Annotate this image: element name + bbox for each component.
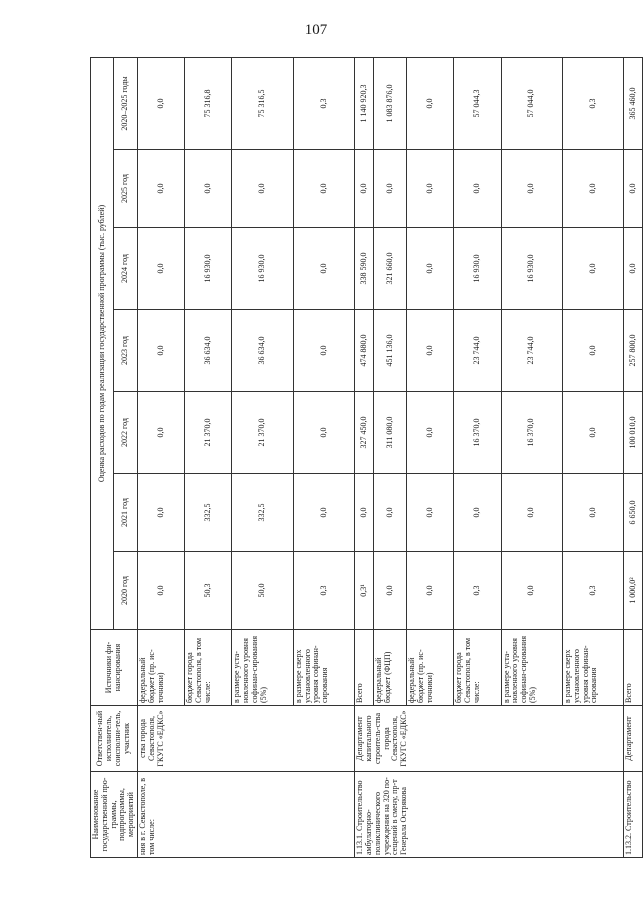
amount-cell: 338 590,0	[355, 228, 374, 310]
amount-cell: 50,0	[232, 552, 293, 630]
table-row	[624, 58, 643, 858]
budget-table-wrapper	[90, 58, 637, 858]
amount-cell: 0,0	[562, 310, 623, 392]
amount-cell: 0,0	[501, 552, 562, 630]
amount-cell: 0,0	[407, 58, 454, 150]
funding-source-cell: в размере уста-новленного уровня софинан-сирования (5%)	[232, 630, 293, 706]
amount-cell: 0,0	[185, 150, 232, 228]
amount-cell: 57 044,3	[454, 58, 501, 150]
amount-cell: 474 880,0	[355, 310, 374, 392]
amount-cell: 23 744,0	[501, 310, 562, 392]
amount-cell: 0,0	[501, 150, 562, 228]
funding-source-cell: Всего	[624, 630, 643, 706]
amount-cell: 1 083 876,0	[374, 58, 407, 150]
amount-cell: 0,0	[137, 552, 184, 630]
amount-cell: 0,0	[454, 474, 501, 552]
amount-cell: 332,5	[232, 474, 293, 552]
funding-source-cell: бюджет города Севастополя, в том числе:	[454, 630, 501, 706]
amount-cell: 365 460,0	[624, 58, 643, 150]
amount-cell: 0,0	[232, 150, 293, 228]
amount-cell: 0,0	[293, 392, 354, 474]
header-year: 2022 год	[114, 392, 138, 474]
header-year: 2023 год	[114, 310, 138, 392]
measure-name-cell: ния в г. Севастополе, в том числе:	[137, 772, 354, 858]
amount-cell: 0,0	[137, 310, 184, 392]
amount-cell: 0,0	[293, 228, 354, 310]
amount-cell: 36 634,0	[185, 310, 232, 392]
header-row-1	[91, 58, 114, 858]
amount-cell: 0,0	[137, 474, 184, 552]
funding-source-cell: в размере уста-новленного уровня софинан-сирования (5%)	[501, 630, 562, 706]
amount-cell: 0,0	[407, 552, 454, 630]
amount-cell: 0,0	[407, 150, 454, 228]
amount-cell: 0,0	[374, 150, 407, 228]
amount-cell: 0,0	[562, 392, 623, 474]
amount-cell: 0,0	[407, 474, 454, 552]
header-year: 2021 год	[114, 474, 138, 552]
amount-cell: 16 930,0	[185, 228, 232, 310]
responsible-cell: Департамент	[624, 706, 643, 772]
amount-cell: 0,0	[407, 228, 454, 310]
table-body	[137, 58, 642, 858]
amount-cell: 57 044,0	[501, 58, 562, 150]
amount-cell: 0,3	[293, 552, 354, 630]
amount-cell: 0,0	[137, 58, 184, 150]
amount-cell: 16 370,0	[454, 392, 501, 474]
amount-cell: 6 650,0	[624, 474, 643, 552]
amount-cell: 100 010,0	[624, 392, 643, 474]
amount-cell: 1 000,0²	[624, 552, 643, 630]
budget-table	[90, 57, 643, 858]
amount-cell: 0,0	[562, 150, 623, 228]
amount-cell: 0,0	[293, 310, 354, 392]
amount-cell: 0,0	[501, 474, 562, 552]
funding-source-cell: федеральный бюджет (пр. ис-точники)	[137, 630, 184, 706]
header-name: Наименование государственной про-граммы, подпрограммы, мероприятий	[91, 772, 138, 858]
responsible-cell: ства города Севастополя, ГКУГС «ЕДКС»	[137, 706, 354, 772]
funding-source-cell: Всего	[355, 630, 374, 706]
amount-cell: 0,0	[562, 474, 623, 552]
responsible-cell: Департамент капитального строитель-ства города Севастополя, ГКУГС «ЕДКС»	[355, 706, 624, 772]
amount-cell: 0,3	[454, 552, 501, 630]
amount-cell: 0,0	[355, 150, 374, 228]
amount-cell: 1 140 920,3	[355, 58, 374, 150]
amount-cell: 0,0	[624, 150, 643, 228]
funding-source-cell: бюджет города Севастополя, в том числе:	[185, 630, 232, 706]
measure-name-cell: 1.13.1. Строительство амбулаторно-поликлинического учреждения на 320 по-сещений в смену, пр-т Генерала Острякова	[355, 772, 624, 858]
amount-cell: 0,3	[562, 552, 623, 630]
measure-name-cell: 1.13.2. Строительство	[624, 772, 643, 858]
amount-cell: 21 370,0	[185, 392, 232, 474]
table-row	[355, 58, 374, 858]
amount-cell: 0,0	[407, 310, 454, 392]
amount-cell: 0,0	[293, 150, 354, 228]
amount-cell: 0,0	[374, 552, 407, 630]
amount-cell: 16 930,0	[232, 228, 293, 310]
amount-cell: 36 634,0	[232, 310, 293, 392]
amount-cell: 0,3	[293, 58, 354, 150]
amount-cell: 327 450,0	[355, 392, 374, 474]
header-year: 2024 год	[114, 228, 138, 310]
amount-cell: 0,0	[137, 150, 184, 228]
amount-cell: 0,0	[137, 228, 184, 310]
funding-source-cell: федеральный бюджет (пр. ис-точники)	[407, 630, 454, 706]
amount-cell: 0,0	[454, 150, 501, 228]
rotated-table-area	[90, 58, 637, 858]
funding-source-cell: в размере сверх установленного уровня софинан-сирования	[293, 630, 354, 706]
amount-cell: 0,3	[562, 58, 623, 150]
amount-cell: 0,0	[137, 392, 184, 474]
amount-cell: 451 136,0	[374, 310, 407, 392]
header-year: 2020–2025 годы	[114, 58, 138, 150]
amount-cell: 257 800,0	[624, 310, 643, 392]
amount-cell: 332,5	[185, 474, 232, 552]
amount-cell: 16 370,0	[501, 392, 562, 474]
header-estimate-group: Оценка расходов по годам реализации государственной программы (тыс. рублей)	[91, 58, 114, 630]
amount-cell: 16 930,0	[454, 228, 501, 310]
amount-cell: 0,0	[293, 474, 354, 552]
amount-cell: 50,3	[185, 552, 232, 630]
header-sources: Источники фи-нансирования	[91, 630, 138, 706]
page-number: 107	[304, 22, 328, 38]
amount-cell: 16 930,0	[501, 228, 562, 310]
amount-cell: 311 080,0	[374, 392, 407, 474]
amount-cell: 0,3¹	[355, 552, 374, 630]
amount-cell: 75 316,5	[232, 58, 293, 150]
amount-cell: 0,0	[374, 474, 407, 552]
funding-source-cell: в размере сверх установленного уровня софинан-сирования	[562, 630, 623, 706]
amount-cell: 0,0	[562, 228, 623, 310]
amount-cell: 0,0	[624, 228, 643, 310]
amount-cell: 75 316,8	[185, 58, 232, 150]
amount-cell: 321 660,0	[374, 228, 407, 310]
header-year: 2025 год	[114, 150, 138, 228]
amount-cell: 0,0	[355, 474, 374, 552]
header-year: 2020 год	[114, 552, 138, 630]
amount-cell: 0,0	[407, 392, 454, 474]
table-row	[137, 58, 184, 858]
amount-cell: 21 370,0	[232, 392, 293, 474]
amount-cell: 23 744,0	[454, 310, 501, 392]
header-responsible: Ответствен-ный исполнитель, соисполни-тель, участник	[91, 706, 138, 772]
funding-source-cell: федеральный бюджет (ФЦП)	[374, 630, 407, 706]
